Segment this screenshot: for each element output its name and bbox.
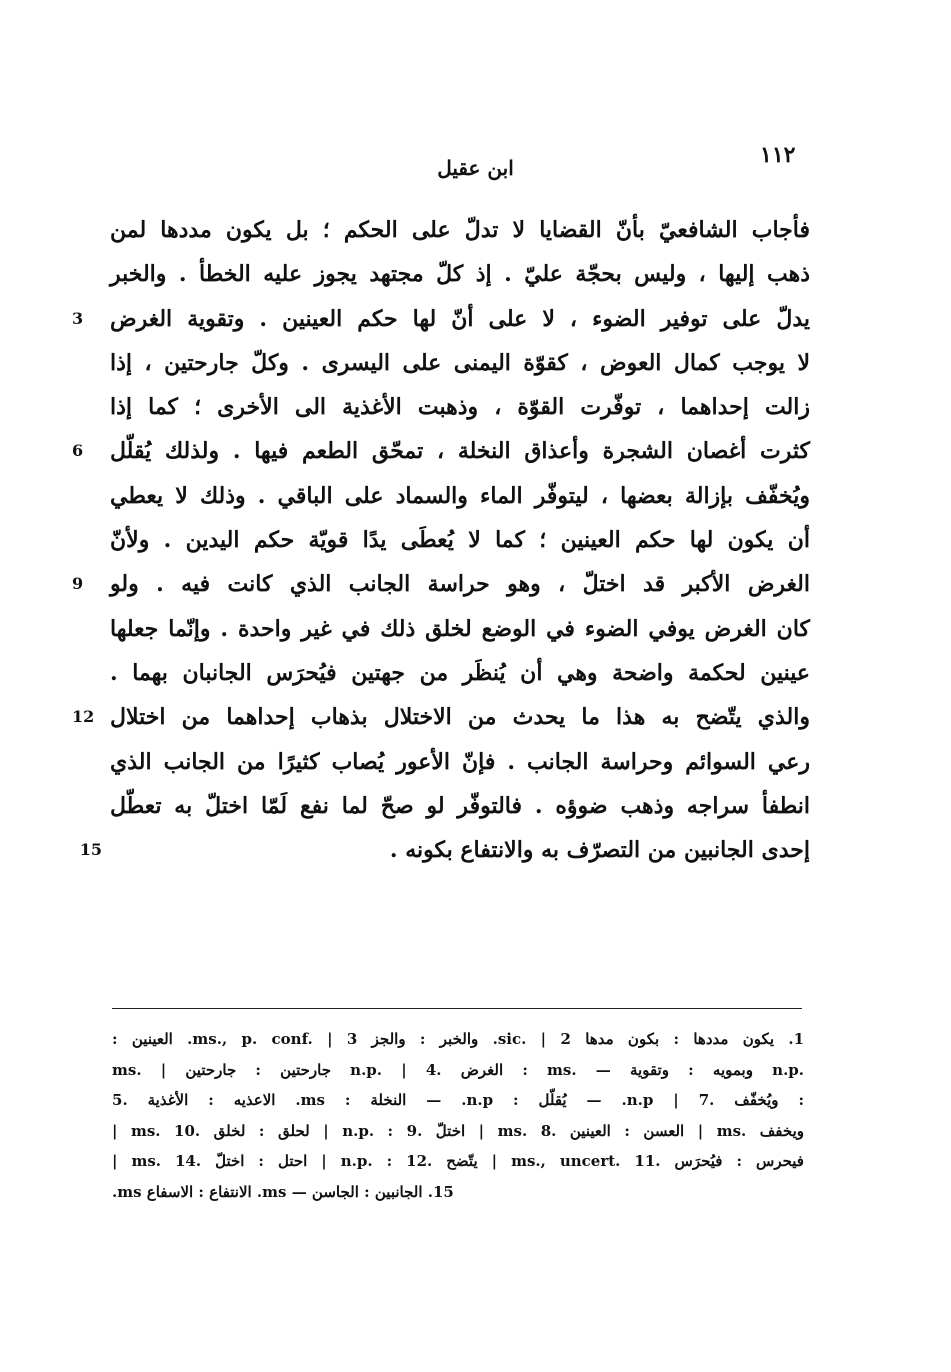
text-line-content: أن يكون لها حكم العينين ؛ كما لا يُعطَى يدًا قويّة حكم اليدين . ولأنّ bbox=[110, 527, 810, 554]
footnote-line: ms. | جارحتين : جارحتين n.p. | 4. الغرض : ms. — وبمويه : وتقوية n.p. bbox=[112, 1060, 805, 1079]
text-line bbox=[110, 784, 810, 828]
text-line bbox=[79, 828, 810, 872]
text-line bbox=[72, 429, 810, 473]
text-line bbox=[110, 474, 810, 518]
running-head: ابن عقيل bbox=[437, 156, 514, 180]
text-line bbox=[110, 341, 810, 385]
text-line bbox=[110, 607, 810, 651]
footnote-line: : ويُخفّف .7 | n.p. — يُقلّل : n.p. — النخلة : ms. الاعذيه : الأغذية .5 bbox=[112, 1091, 805, 1109]
footnote-divider bbox=[112, 1008, 802, 1009]
line-number: 15 bbox=[79, 840, 102, 860]
text-line-content: انطفأ سراجه وذهب ضوؤه . فالتوفّر لو صحّ لما نفع لَمّا اختلّ به تعطّل bbox=[110, 792, 810, 819]
text-line-content: والذي يتّضح به هذا ما يحدث من الاختلال بذهاب إحداهما من اختلال bbox=[110, 704, 810, 731]
text-line bbox=[110, 518, 810, 562]
text-line bbox=[110, 208, 810, 252]
text-line bbox=[110, 252, 810, 296]
text-line bbox=[72, 297, 810, 341]
text-line-content: رعي السوائم وحراسة الجانب . فإنّ الأعور يُصاب كثيرًا من الجانب الذي bbox=[110, 748, 810, 775]
line-number: 9 bbox=[72, 574, 84, 594]
footnote-line: | ms. لحلق : لخلق .10 | n.p. : اختلّ .9 | ms. العسن : العينين .8 | ms. ويخفف bbox=[112, 1121, 804, 1140]
footnote-line: | ms. احتل : اختلّ .14 | n.p. : يتّضح .12 | ms., uncert. فيحرس : فيُحرَس .11 bbox=[112, 1152, 804, 1170]
text-line-content: كان الغرض يوفي الضوء في الوضع لخلق ذلك في غير واحدة . وإنّما جعلها bbox=[110, 615, 810, 642]
text-line-content: إحدى الجانبين من التصرّف به والانتفاع بكونه . bbox=[389, 837, 810, 864]
line-number: 3 bbox=[72, 308, 84, 328]
text-line-content: يدلّ على توفير الضوء ، لا على أنّ لها حكم العينين . وتقوية الغرض bbox=[110, 305, 810, 332]
text-line bbox=[72, 695, 810, 739]
text-line bbox=[110, 740, 810, 784]
text-line-content: عينين لحكمة واضحة وهي أن يُنظَر من جهتين فيُحرَس الجانبان بهما . bbox=[110, 659, 810, 686]
text-line bbox=[72, 562, 810, 606]
body-text bbox=[72, 208, 810, 872]
footnote-line: 1. يكون مددها : بكون مدها sic. | 2. والخبر : والجز ms., p. conf. | 3. العينين : bbox=[112, 1030, 804, 1048]
text-line-content: لا يوجب كمال العوض ، كقوّة اليمنى على اليسرى . وكلّ جارحتين ، إذا bbox=[110, 349, 810, 376]
text-line bbox=[110, 385, 810, 429]
text-line-content: كثرت أغصان الشجرة وأعذاق النخلة ، تمحّق الطعم فيها . ولذلك يُقلّل bbox=[110, 438, 810, 465]
text-line-content: ويُخفّف بإزالة بعضها ، ليتوفّر الماء والسماد على الباقي . وذلك لا يعطي bbox=[110, 482, 810, 509]
text-line-content: فأجاب الشافعيّ بأنّ القضايا لا تدلّ على الحكم ؛ بل يكون مددها لمن bbox=[110, 217, 810, 243]
line-number: 12 bbox=[72, 707, 95, 727]
text-line-content: الغرض الأكبر قد اختلّ ، وهو حراسة الجانب الذي كانت فيه . ولو bbox=[110, 571, 810, 598]
line-number: 6 bbox=[72, 441, 84, 461]
text-line-content: ذهب إليها ، وليس بحجّة عليّ . إذ كلّ مجتهد يجوز عليه الخطأ . والخبر bbox=[110, 261, 810, 288]
text-line-content: زالت إحداهما ، توفّرت القوّة ، وذهبت الأغذية الى الأخرى ؛ كما إذا bbox=[110, 394, 810, 421]
footnote-line: 15. الجانبين : الجاسن — ms. الانتفاع : الاسفاع ms. bbox=[112, 1182, 454, 1201]
footnotes bbox=[112, 1024, 804, 1207]
text-line bbox=[110, 651, 810, 695]
page-number: ١١٢ bbox=[760, 142, 796, 168]
